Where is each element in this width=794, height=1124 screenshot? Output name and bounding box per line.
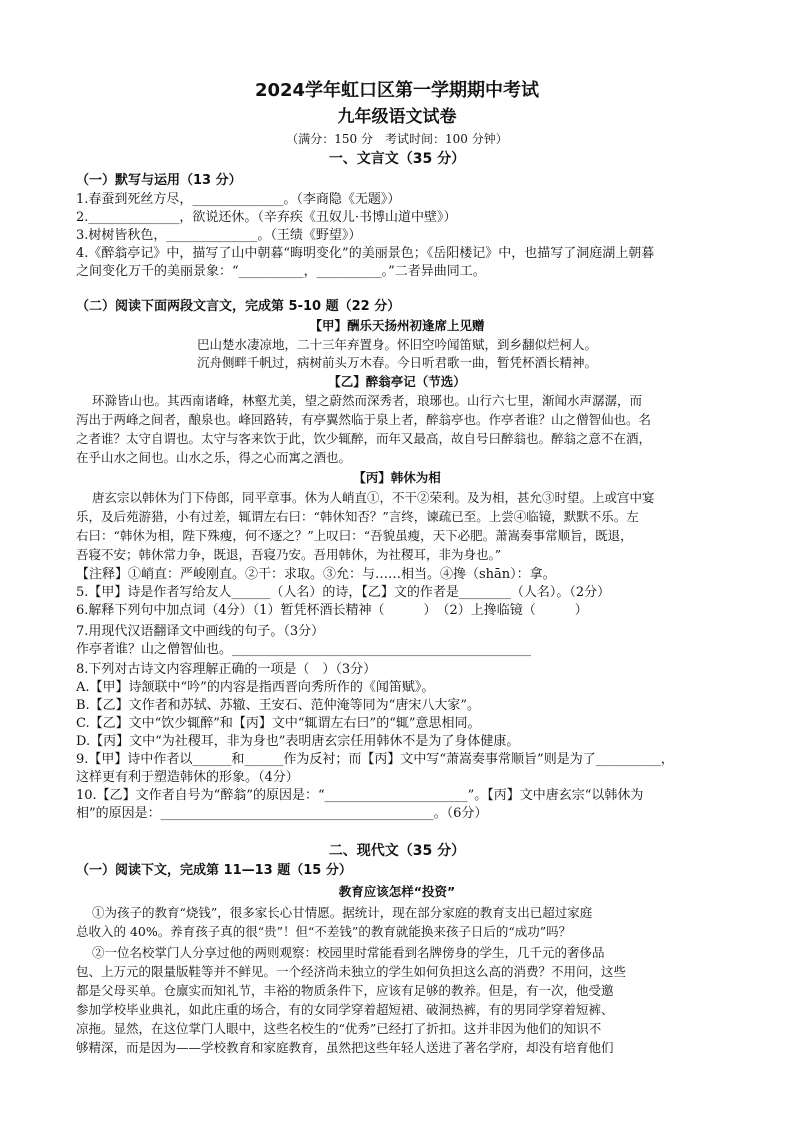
- text-yi-line4: 在乎山水之间也。山水之乐，得之心而寓之酒也。: [76, 450, 352, 465]
- essay-p2-line5: 凉拖。显然，在这位掌门人眼中，这些名校生的“优秀”已经打了折扣。这并非因为他们的知识不: [76, 1021, 602, 1036]
- essay-p1-line1: ①为孩子的教育“烧钱”，很多家长心甘情愿。据统计，现在部分家庭的教育支出已超过家庭: [92, 905, 593, 920]
- part2-heading: （二）阅读下面两段文言文，完成第 5-10 题（22 分）: [76, 299, 401, 314]
- question-8-option-c: C.【乙】文中“饮少辄醉”和【丙】文中“辄谓左右曰”的“辄”意思相同。: [76, 716, 481, 731]
- question-8-option-a: A.【甲】诗颔联中“吟”的内容是指西晋向秀所作的《闻笛赋》。: [76, 680, 435, 695]
- question-7: 7.用现代汉语翻译文中画线的句子。（3分）: [76, 624, 325, 639]
- question-4-line2: 之间变化万千的美丽景象：“__________，__________。”二者异曲同工。: [76, 264, 486, 279]
- section1-title: 一、文言文（35 分）: [328, 151, 466, 167]
- question-1: 1.春蚕到死丝方尽，______________。（李商隐《无题》）: [76, 192, 401, 207]
- question-6: 6.解释下列句中加点词（4分）（1）暂凭杯酒长精神（ ） （2）上搀临镜（ ）: [76, 603, 588, 618]
- question-9-line1: 9.【甲】诗中作者以______和______作为反衬；而【丙】文中写“萧嵩奏事常顺旨”则是为了__________，: [76, 752, 674, 767]
- section2-title: 二、现代文（35 分）: [328, 843, 466, 859]
- text-bing-line1: 唐玄宗以韩休为门下侍郎，同平章事。休为人峭直①，不干②荣利。及为相，甚允③时望。上或宫中宴: [92, 490, 655, 505]
- question-8-option-d: D.【丙】文中“为社稷耳，非为身也”表明唐玄宗任用韩休不是为了身体健康。: [76, 734, 520, 749]
- text-yi-line2: 泻出于两峰之间者，酿泉也。峰回路转，有亭翼然临于泉上者，醉翁亭也。作亭者谁？山之僧智仙也。名: [76, 412, 652, 427]
- question-3: 3.树树皆秋色，______________。（王绩《野望》）: [76, 228, 362, 243]
- question-4-line1: 4.《醉翁亭记》中，描写了山中朝暮“晦明变化”的美丽景色；《岳阳楼记》中，也描写了洞庭湖上朝暮: [76, 246, 655, 261]
- essay-p2-line6: 够精深，而是因为——学校教育和家庭教育，虽然把这些年轻人送进了著名学府，却没有培育他们: [76, 1040, 614, 1055]
- exam-title: 2024学年虹口区第一学期期中考试: [254, 80, 540, 101]
- essay-p2-line3: 都是父母买单。仓廪实而知礼节，丰裕的物质条件下，应该有足够的教养。但是，有一次，他受邀: [76, 983, 614, 998]
- poem-jia-title: 【甲】酬乐天扬州初逢席上见赠: [309, 318, 485, 333]
- exam-subtitle: 九年级语文试卷: [337, 107, 457, 127]
- essay-p1-line2: 总收入的 40%。养育孩子真的很“贵”！但“不差钱”的教育就能换来孩子日后的“成功”吗？: [76, 924, 572, 939]
- question-8-option-b: B.【乙】文作者和苏轼、苏辙、王安石、范仲淹等同为“唐宋八大家”。: [76, 698, 480, 713]
- exam-meta: （满分：150 分 考试时间：100 分钟）: [286, 132, 508, 146]
- text-bing-title: 【丙】韩休为相: [353, 470, 441, 485]
- essay-p2-line2: 包、上万元的限量版鞋等并不鲜见。一个经济尚未独立的学生如何负担这么高的消费？不用问，这些: [76, 964, 627, 979]
- question-5: 5.【甲】诗是作者写给友人______（人名）的诗，【乙】文的作者是________（人名）。（2分）: [76, 585, 611, 600]
- essay-title: 教育应该怎样“投资”: [338, 884, 456, 899]
- text-yi-line3: 之者谁？太守自谓也。太守与客来饮于此，饮少辄醉，而年又最高，故自号曰醉翁也。醉翁之意不在酒，: [76, 431, 652, 446]
- poem-jia-line2: 沉舟侧畔千帆过，病树前头万木春。今日听君歌一曲，暂凭杯酒长精神。: [196, 355, 597, 370]
- text-bing-line2: 乐，及后苑游猎，小有过差，辄谓左右曰：“韩休知否？”言终，谏疏已至。上尝④临镜，默默不乐。左: [76, 509, 639, 524]
- essay-p2-line4: 参加学校毕业典礼，如此庄重的场合，有的女同学穿着超短裙、破洞热裤，有的男同学穿着短裤、: [76, 1002, 614, 1017]
- text-yi-line1: 环滁皆山也。其西南诸峰，林壑尤美，望之蔚然而深秀者，琅琊也。山行六七里，渐闻水声潺潺，而: [92, 393, 643, 408]
- section2-part1-heading: （一）阅读下文，完成第 11—13 题（15 分）: [76, 863, 352, 878]
- poem-jia-line1: 巴山楚水凄凉地，二十三年弃置身。怀旧空吟闻笛赋，到乡翻似烂柯人。: [196, 337, 597, 352]
- question-10-line2: 相”的原因是：__________________________________________。（6分）: [76, 806, 488, 821]
- essay-p2-line1: ②一位名校掌门人分享过他的两则观察：校园里时常能看到名牌傍身的学生，几千元的奢侈品: [92, 945, 605, 960]
- text-bing-line4: 吾寝不安；韩休常力争，既退，吾寝乃安。吾用韩休，为社稷耳，非为身也。”: [76, 547, 502, 562]
- text-yi-title: 【乙】醉翁亭记（节选）: [328, 374, 466, 389]
- question-7-sentence: 作亭者谁？山之僧智仙也。______________________________________________: [76, 642, 532, 657]
- annotation-note: 【注释】①峭直：严峻刚直。②干：求取。③允：与……相当。④搀（shān）：拿。: [76, 567, 556, 582]
- text-bing-line3: 右曰：“韩休为相，陛下殊瘦，何不逐之？”上叹曰：“吾貌虽瘦，天下必肥。萧嵩奏事常顺旨，既退，: [76, 528, 633, 543]
- part1-heading: （一）默写与运用（13 分）: [76, 173, 242, 188]
- question-2: 2.______________，欲说还休。（辛弃疾《丑奴儿·书博山道中壁》）: [76, 210, 457, 225]
- question-8: 8.下列对古诗文内容理解正确的一项是（ ）（3分）: [76, 662, 377, 677]
- question-10-line1: 10.【乙】文作者自号为“醉翁”的原因是：“______________________”。【丙】文中唐玄宗“以韩休为: [76, 788, 644, 803]
- question-9-line2: 这样更有利于塑造韩休的形象。（4分）: [76, 770, 299, 785]
